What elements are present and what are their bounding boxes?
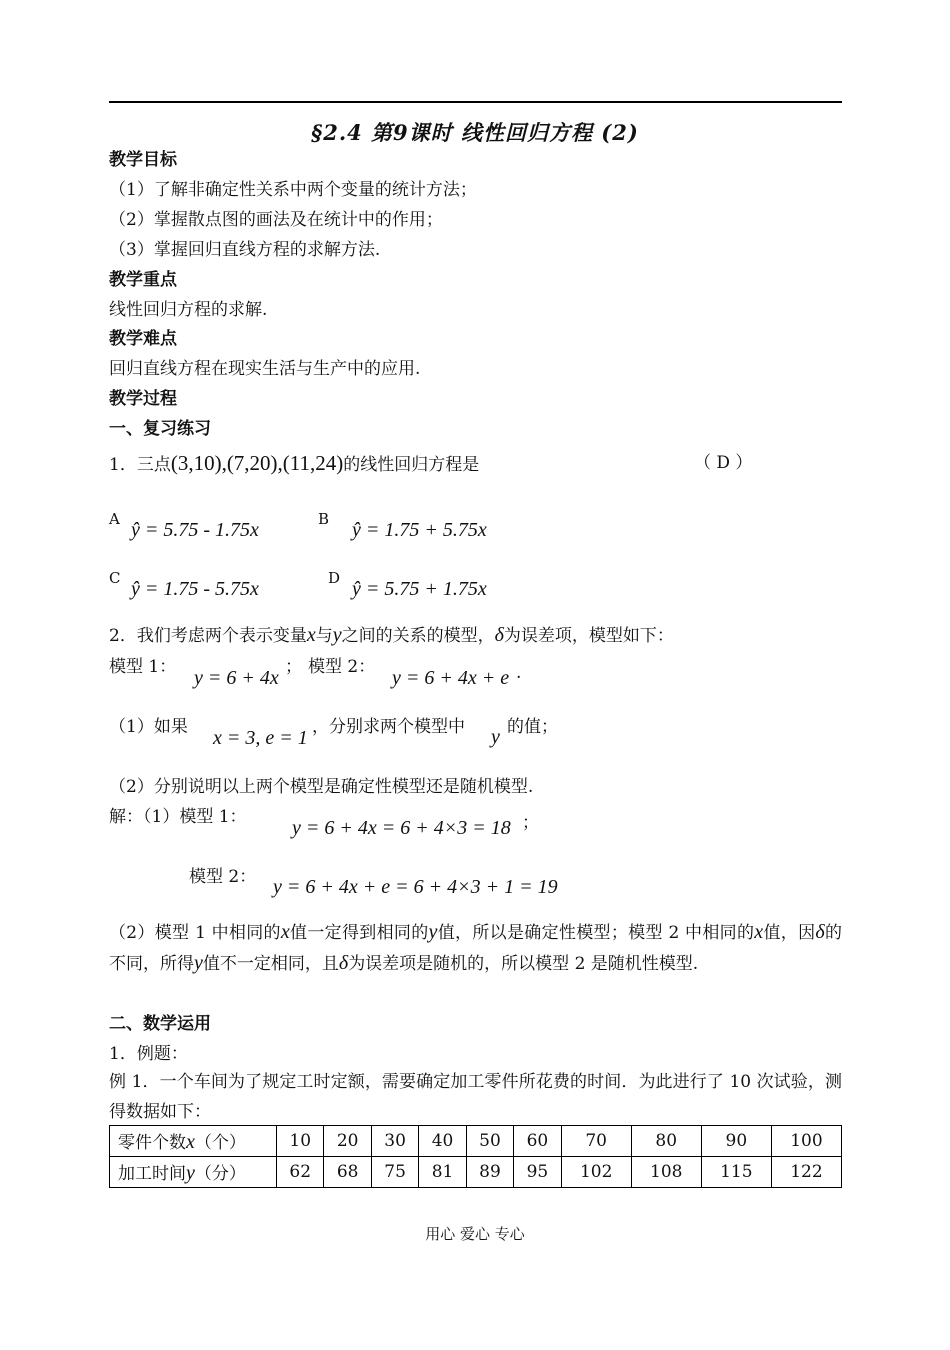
example-text: 例 1．一个车间为了规定工时定额，需要确定加工零件所花费的时间．为此进行了 10 次试验，测得数据如下： bbox=[109, 1072, 842, 1122]
q1-answer: （ D ） bbox=[694, 453, 753, 473]
table-cell: 115 bbox=[701, 1157, 771, 1188]
sub2-text: （2）分别说明以上两个模型是确定性模型还是随机模型. bbox=[109, 777, 534, 797]
sol-text: 值不一定相同，且 bbox=[202, 954, 339, 974]
table-cell: 102 bbox=[561, 1157, 631, 1188]
table-cell: 122 bbox=[771, 1157, 841, 1188]
table-cell: 30 bbox=[371, 1126, 418, 1157]
header-rule bbox=[109, 101, 842, 103]
row-header-time bbox=[110, 1157, 277, 1188]
key-text: 线性回归方程的求解. bbox=[109, 300, 268, 320]
page-title: §2.4 第9课时 线性回归方程 (2) bbox=[311, 120, 639, 145]
process-heading: 教学过程 bbox=[109, 389, 177, 409]
review-heading: 一、复习练习 bbox=[109, 419, 211, 439]
q2-stem bbox=[109, 624, 674, 647]
table-cell: 50 bbox=[466, 1126, 513, 1157]
table-cell: 81 bbox=[419, 1157, 466, 1188]
goal-item: （2）掌握散点图的画法及在统计中的作用； bbox=[109, 210, 443, 230]
row-header-count bbox=[110, 1126, 277, 1157]
var-y: y bbox=[186, 1162, 195, 1184]
var-y: y bbox=[491, 726, 500, 748]
difficulty-heading: 教学难点 bbox=[109, 329, 177, 349]
table-cell: 70 bbox=[561, 1126, 631, 1157]
delta-symbol: δ bbox=[494, 624, 504, 646]
sub1-text-c: 的值； bbox=[507, 717, 558, 737]
table-cell: 108 bbox=[631, 1157, 701, 1188]
var-y: y bbox=[194, 952, 203, 974]
table-cell: 40 bbox=[419, 1126, 466, 1157]
goals-heading: 教学目标 bbox=[109, 150, 177, 170]
option-a-formula: ŷ = 5.75 - 1.75x bbox=[131, 519, 259, 541]
table-row bbox=[110, 1157, 842, 1188]
q1-suffix: 的线性回归方程是 bbox=[343, 455, 480, 475]
cell-text: （分） bbox=[194, 1164, 246, 1184]
q1-prefix: 1．三点 bbox=[109, 455, 171, 475]
solution-model2: y = 6 + 4x + e = 6 + 4×3 + 1 = 19 bbox=[273, 876, 558, 898]
q1-points: (3,10),(7,20),(11,24) bbox=[170, 451, 344, 475]
solution-label: 解：（1）模型 1： bbox=[109, 807, 247, 827]
goal-item: （1）了解非确定性关系中两个变量的统计方法； bbox=[109, 180, 477, 200]
sol-text: （2）模型 1 中相同的 bbox=[109, 923, 281, 943]
model-separator: ； bbox=[285, 657, 302, 677]
option-b-letter: B bbox=[318, 510, 330, 528]
model2-formula: y = 6 + 4x + e bbox=[392, 667, 510, 689]
goal-item: （3）掌握回归直线方程的求解方法. bbox=[109, 240, 381, 260]
sol-text: 值，因 bbox=[763, 923, 816, 943]
var-x: x bbox=[306, 624, 316, 646]
delta-symbol: δ bbox=[338, 952, 349, 974]
var-x: x bbox=[186, 1131, 195, 1153]
table-cell: 95 bbox=[514, 1157, 561, 1188]
apply-heading: 二、数学运用 bbox=[109, 1014, 211, 1034]
option-b-formula: ŷ = 1.75 + 5.75x bbox=[352, 519, 487, 541]
sol-text: 值一定得到相同的 bbox=[289, 923, 429, 943]
model-period: . bbox=[516, 663, 522, 683]
table-cell: 90 bbox=[701, 1126, 771, 1157]
key-heading: 教学重点 bbox=[109, 270, 177, 290]
option-a-letter: A bbox=[109, 510, 120, 528]
q2-text: 与 bbox=[315, 626, 333, 646]
model1-label: 模型 1： bbox=[109, 657, 177, 677]
option-d-formula: ŷ = 5.75 + 1.75x bbox=[352, 578, 487, 600]
q1-stem bbox=[109, 452, 479, 476]
var-x: x bbox=[754, 921, 764, 943]
option-c-letter: C bbox=[109, 569, 121, 587]
sub1-text-b: ，分别求两个模型中 bbox=[312, 717, 465, 737]
sol-text: 值，所以是确定性模型；模型 2 中相同的 bbox=[437, 923, 755, 943]
option-c-formula: ŷ = 1.75 - 5.75x bbox=[131, 578, 259, 600]
model2-label: 模型 2： bbox=[308, 657, 376, 677]
table-row bbox=[110, 1126, 842, 1157]
q2-text: 2．我们考虑两个表示变量 bbox=[109, 626, 307, 646]
table-cell: 10 bbox=[277, 1126, 324, 1157]
var-x: x bbox=[280, 921, 290, 943]
model1-formula: y = 6 + 4x bbox=[194, 667, 279, 689]
sub1-text-a: （1）如果 bbox=[109, 717, 188, 737]
cell-text: （个） bbox=[194, 1133, 246, 1153]
table-cell: 62 bbox=[277, 1157, 324, 1188]
page-footer: 用心 爱心 专心 bbox=[425, 1225, 525, 1243]
difficulty-text: 回归直线方程在现实生活与生产中的应用. bbox=[109, 359, 421, 379]
table-cell: 68 bbox=[324, 1157, 371, 1188]
table-cell: 20 bbox=[324, 1126, 371, 1157]
delta-symbol: δ bbox=[815, 921, 825, 943]
var-y: y bbox=[428, 921, 438, 943]
cell-text: 加工时间 bbox=[118, 1164, 186, 1184]
table-cell: 75 bbox=[371, 1157, 418, 1188]
sub1-condition: x = 3, e = 1 bbox=[213, 727, 308, 749]
solution-part2 bbox=[109, 917, 842, 979]
q2-text: 之间的关系的模型， bbox=[341, 626, 495, 646]
solution-model1: y = 6 + 4x = 6 + 4×3 = 18 bbox=[292, 817, 511, 839]
table-cell: 89 bbox=[466, 1157, 513, 1188]
solution-model1-end: ； bbox=[522, 813, 539, 833]
cell-text: 零件个数 bbox=[118, 1133, 186, 1153]
table-cell: 100 bbox=[771, 1126, 841, 1157]
sol-text: 为误差项是随机的，所以模型 2 是随机性模型. bbox=[348, 954, 699, 974]
solution-model2-label: 模型 2： bbox=[189, 867, 257, 887]
sol-text: 的不同，所得 bbox=[109, 923, 843, 974]
example-label: 1．例题： bbox=[109, 1044, 188, 1064]
data-table bbox=[109, 1125, 842, 1188]
var-y: y bbox=[332, 624, 342, 646]
option-d-letter: D bbox=[328, 569, 341, 587]
table-cell: 60 bbox=[514, 1126, 561, 1157]
table-cell: 80 bbox=[631, 1126, 701, 1157]
q2-text: 为误差项，模型如下： bbox=[503, 626, 674, 646]
